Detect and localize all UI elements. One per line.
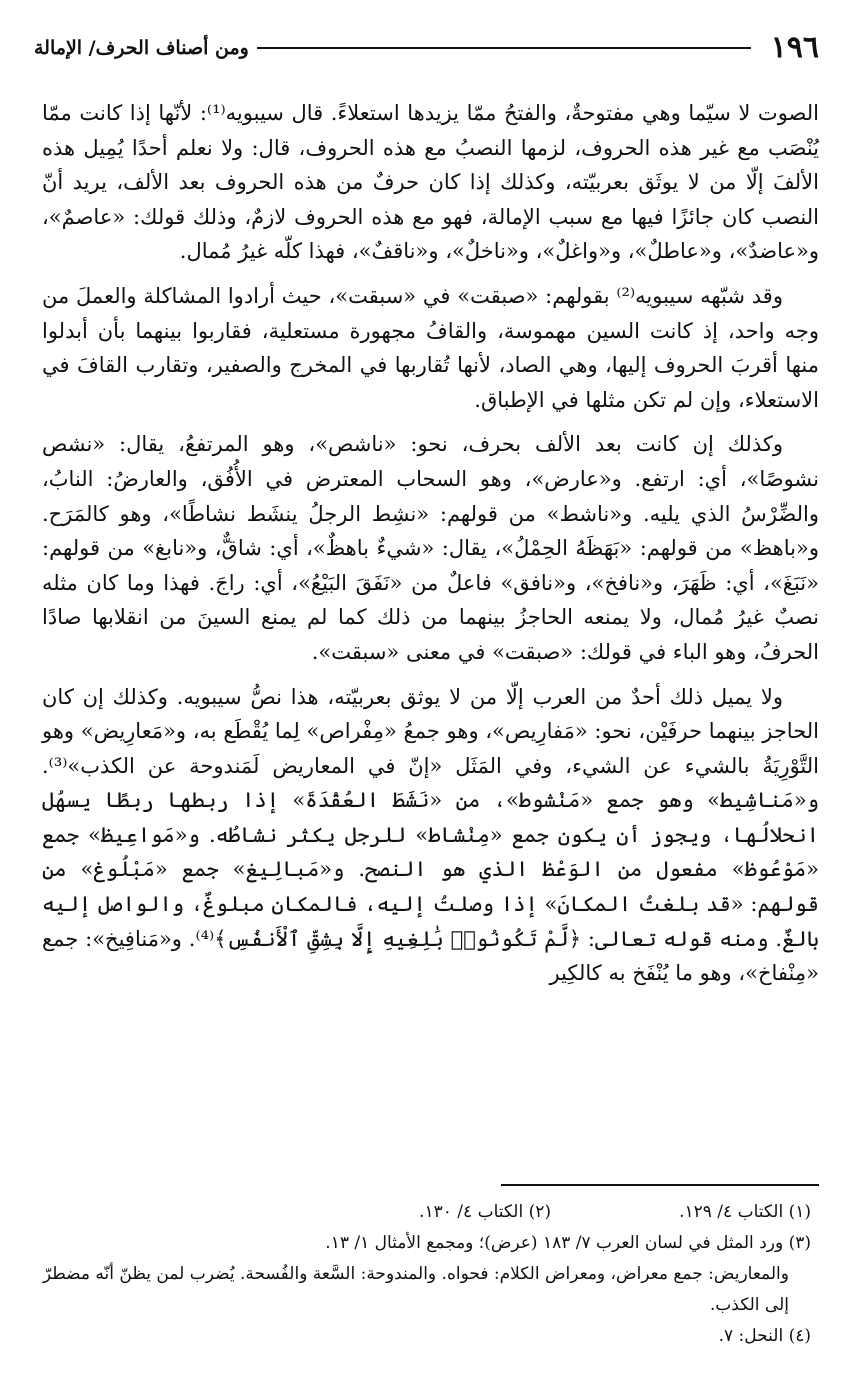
footnote-3-continuation: والمعاريض: جمع معراض، ومعراض الكلام: فحواه. والمندوحة: السَّعة والفُسحة. يُضرب لمن يظنّ أنّه مضطرّ إلى الكذب. [42, 1264, 789, 1315]
paragraph-4: ولا يميل ذلك أحدٌ من العرب إلّا من لا يوثق بعربيّته، هذا نصُّ سيبويه. وكذلك إن كان الحاجز بينهما حرفَيْن، نحو: «مَفارِيص»، وهو جمعُ «مِفْراص» لِما يُقْطَع به، و«مَعارِيض» وهو التَّوْرِيَةُ بالشيء عن الشيء، وفي المَثَل «إنّ في المعاريض لَمَندوحة عن الكذب»⁽³⁾. و«مَناشِيط» وهو جمع «مَنْشوط»، من «نَشَطَ العُقْدَةَ» إذا ربطها ربطًا يسهُل انحلالُها، ويجوز أن يكون جمع «مِنْشاط» للرجل يكثر نشاطُه. و«مَواعِيظ» جمع «مَوْعُوظ» مفعول من الوَعْظ الذي هو النصح. و«مَبالِيغ» جمع «مَبْلُوغ» من قولهم: «قد بلغتُ المكانَ» إذا وصلتُ إليه، فالمكان مبلوغٌ، والواصل إليه بالغٌ. ومنه قوله تعالى: ﴿لَّمْ تَكُونُوا۟ بَٰلِغِيهِ إِلَّا بِشِقِّ ٱلْأَنفُسِ﴾⁽⁴⁾. و«مَنافِيخ»: جمع «مِنْفاخ»، وهو ما يُنْفَخ به كالكِير [42, 684, 820, 986]
page-number: ١٩٦ [770, 30, 819, 65]
page-header [34, 30, 819, 66]
footnote-separator [501, 1184, 819, 1186]
main-text [42, 96, 819, 991]
header-rule [257, 47, 751, 49]
footnote-row [42, 1197, 811, 1228]
footnote-2: (٢) الكتاب ٤/ ١٣٠. [419, 1202, 551, 1222]
paragraph-2: وقد شبّهه سيبويه⁽²⁾ بقولهم: «صبقت» في «سبقت»، حيث أرادوا المشاكلة والعملَ من وجه واحد، إذ كانت السين مهموسة، والقافُ مجهورة مستعلية، فقاربوا بينهما بأن أبدلوا منها أقربَ الحروف إليها، وهي الصاد، لأنها تُقاربها في المخرج والصفير، وتقارب القافَ في الاستعلاء، وإن لم تكن مثلها في الإطباق. [42, 283, 819, 412]
paragraph-3: وكذلك إن كانت بعد الألف بحرف، نحو: «ناشص»، وهو المرتفعُ، يقال: «نشص نشوصًا»، أي: ارتفع. و«عارض»، وهو السحاب المعترض في الأُفُق، والعارضُ: النابُ، والضِّرْسُ الذي يليه. و«ناشط» من قولهم: «نشِط الرجلُ ينشَط نشاطًا»، وهو كالمَرَح. و«باهظ» من قولهم: «بَهَظَهُ الحِمْلُ»، يقال: «شيءٌ باهظٌ»، أي: شاقٌّ، و«نابغ» من قولهم: «نَبَغَ»، أي: ظَهَرَ، و«نافخ»، و«نافق» فاعلٌ من «نَفَقَ البَيْعُ»، أي: راجَ. فهذا وما كان مثله نصبٌ غيرُ مُمال، ولا يمنعه الحاجزُ بينهما من ذلك كما لم يمنع السينَ من انقلابها صادًا الحرفُ، وهو الباء في قولك: «صبقت» في معنى «سبقت». [42, 432, 819, 664]
paragraph-1: الصوت لا سيّما وهي مفتوحةٌ، والفتحُ ممّا يزيدها استعلاءً. قال سيبويه⁽¹⁾: لأنّها إذا كانت ممّا يُنْصَب مع غير هذه الحروف، لزمها النصبُ مع هذه الحروف، قال: ولا نعلم أحدًا يُمِيل هذه الألفَ إلّا من لا يوثَق بعربيّته، وكذلك إذا كان حرفٌ من هذه الحروف بعد الألف، يريد أنّ النصب كان جائزًا فيها مع سبب الإمالة، فهو مع هذه الحروف لازمٌ، وذلك قولك: «عاصمٌ»، و«عاضدٌ»، و«عاطلٌ»، و«واغلٌ»، و«ناخلٌ»، و«ناقفٌ»، فهذا كلّه غيرُ مُمال. [42, 101, 819, 264]
running-title: ومن أصناف الحرف/ الإمالة [34, 36, 249, 59]
footnote-3: (٣) ورد المثل في لسان العرب ٧/ ١٨٣ (عرض)؛ ومجمع الأمثال ١/ ١٣. [325, 1233, 811, 1253]
footnote-1: (١) الكتاب ٤/ ١٢٩. [679, 1202, 811, 1222]
footnote-4: (٤) النحل: ٧. [718, 1326, 811, 1346]
footnotes [42, 1197, 811, 1352]
